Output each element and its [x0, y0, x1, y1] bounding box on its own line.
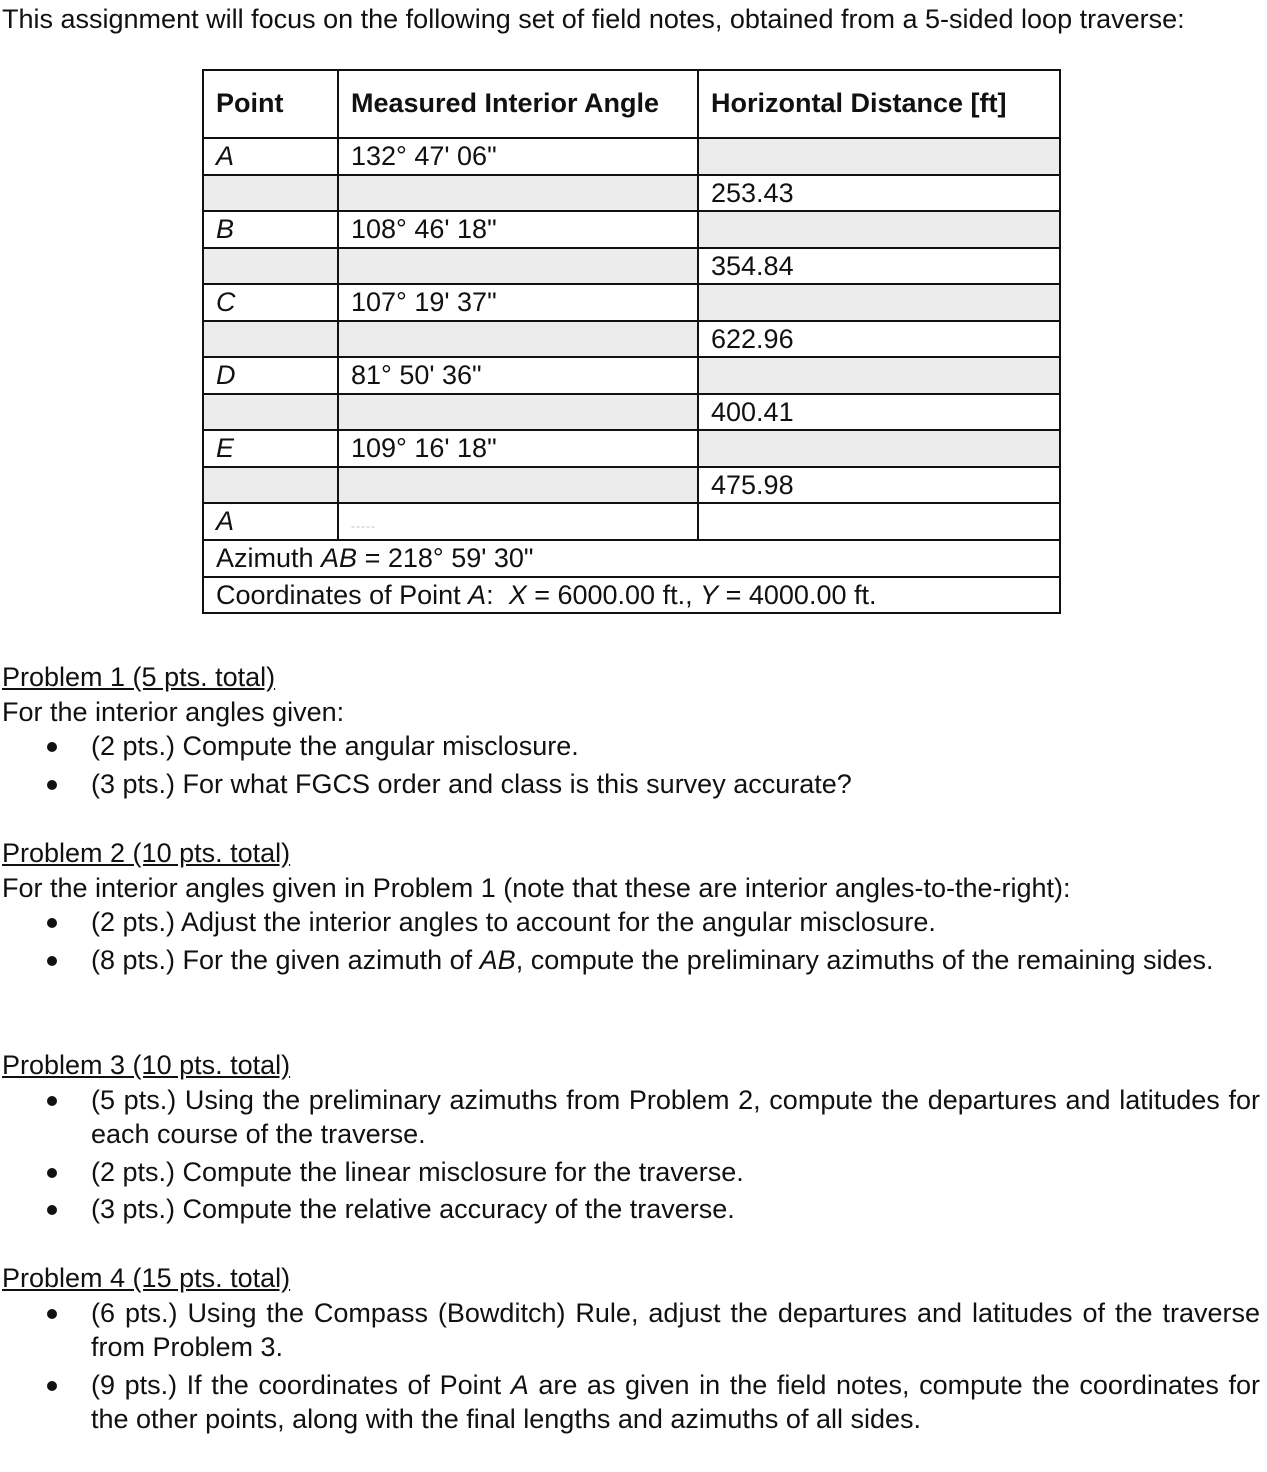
distance-cell	[698, 284, 1060, 321]
point-cell: A	[203, 503, 338, 540]
angle-cell	[338, 248, 698, 285]
table-row	[203, 503, 1060, 540]
point-cell	[203, 248, 338, 285]
angle-cell: 107° 19' 37"	[338, 284, 698, 321]
problem-1	[2, 660, 1260, 804]
table-row	[203, 175, 1060, 212]
problem-title: Problem 4 (15 pts. total)	[2, 1263, 291, 1293]
table-row	[203, 467, 1060, 504]
distance-cell: 475.98	[698, 467, 1060, 504]
coordinates-row: Coordinates of Point A: X = 6000.00 ft., Y = 4000.00 ft.	[203, 577, 1060, 614]
list-item: (3 pts.) For what FGCS order and class is this survey accurate?	[2, 767, 1260, 802]
angle-cell: 81° 50' 36"	[338, 357, 698, 394]
angle-dash: -----	[351, 519, 376, 534]
list-item: (5 pts.) Using the preliminary azimuths from Problem 2, compute the departures and latitudes for each course of the traverse.	[2, 1083, 1260, 1152]
distance-cell	[698, 430, 1060, 467]
problem-desc: For the interior angles given in Problem 1 (note that these are interior angles-to-the-right):	[2, 872, 1071, 903]
list-item: (6 pts.) Using the Compass (Bowditch) Rule, adjust the departures and latitudes of the traverse from Problem 3.	[2, 1296, 1260, 1365]
table-row	[203, 394, 1060, 431]
angle-cell: 132° 47' 06"	[338, 138, 698, 175]
table-row	[203, 430, 1060, 467]
point-cell: B	[203, 211, 338, 248]
problem-title: Problem 3 (10 pts. total)	[2, 1050, 291, 1080]
angle-cell: 109° 16' 18"	[338, 430, 698, 467]
header-distance: Horizontal Distance [ft]	[698, 70, 1060, 138]
angle-cell: 108° 46' 18"	[338, 211, 698, 248]
distance-cell: 253.43	[698, 175, 1060, 212]
angle-cell	[338, 394, 698, 431]
table-row	[203, 211, 1060, 248]
list-item: (2 pts.) Adjust the interior angles to account for the angular misclosure.	[2, 905, 1260, 940]
azimuth-value: = 218° 59' 30"	[357, 543, 534, 574]
list-item: (9 pts.) If the coordinates of Point A are as given in the field notes, compute the coordinates for the other points, along with the final lengths and azimuths of all sides.	[2, 1368, 1260, 1437]
angle-cell	[338, 467, 698, 504]
list-item: (2 pts.) Compute the angular misclosure.	[2, 729, 1260, 764]
distance-cell: 354.84	[698, 248, 1060, 285]
point-cell	[203, 467, 338, 504]
header-angle: Measured Interior Angle	[338, 70, 698, 138]
distance-cell	[698, 503, 1060, 540]
table-row	[203, 138, 1060, 175]
point-cell	[203, 175, 338, 212]
point-cell	[203, 394, 338, 431]
azimuth-course: AB	[321, 543, 358, 574]
field-notes-table	[202, 69, 1061, 614]
problem-3	[2, 1048, 1260, 1230]
point-cell: C	[203, 284, 338, 321]
point-cell: E	[203, 430, 338, 467]
azimuth-row: Azimuth AB = 218° 59' 30"	[203, 540, 1060, 577]
header-point: Point	[203, 70, 338, 138]
distance-cell	[698, 357, 1060, 394]
problem-4	[2, 1261, 1260, 1440]
distance-cell: 400.41	[698, 394, 1060, 431]
table-row	[203, 248, 1060, 285]
problem-title: Problem 1 (5 pts. total)	[2, 662, 276, 692]
point-cell: A	[203, 138, 338, 175]
angle-cell	[338, 321, 698, 358]
list-item: (3 pts.) Compute the relative accuracy of the traverse.	[2, 1192, 1260, 1227]
list-item: (2 pts.) Compute the linear misclosure for the traverse.	[2, 1155, 1260, 1190]
list-item: (8 pts.) For the given azimuth of AB, compute the preliminary azimuths of the remaining sides.	[2, 943, 1260, 978]
distance-cell	[698, 138, 1060, 175]
angle-cell	[338, 175, 698, 212]
problem-title: Problem 2 (10 pts. total)	[2, 838, 291, 868]
table-row	[203, 321, 1060, 358]
distance-cell: 622.96	[698, 321, 1060, 358]
distance-cell	[698, 211, 1060, 248]
point-cell	[203, 321, 338, 358]
point-cell: D	[203, 357, 338, 394]
problem-2	[2, 836, 1260, 980]
problem-desc: For the interior angles given:	[2, 696, 345, 727]
table-row	[203, 357, 1060, 394]
intro-text: This assignment will focus on the following set of field notes, obtained from a 5-sided loop traverse:	[2, 4, 1185, 34]
table-row	[203, 284, 1060, 321]
